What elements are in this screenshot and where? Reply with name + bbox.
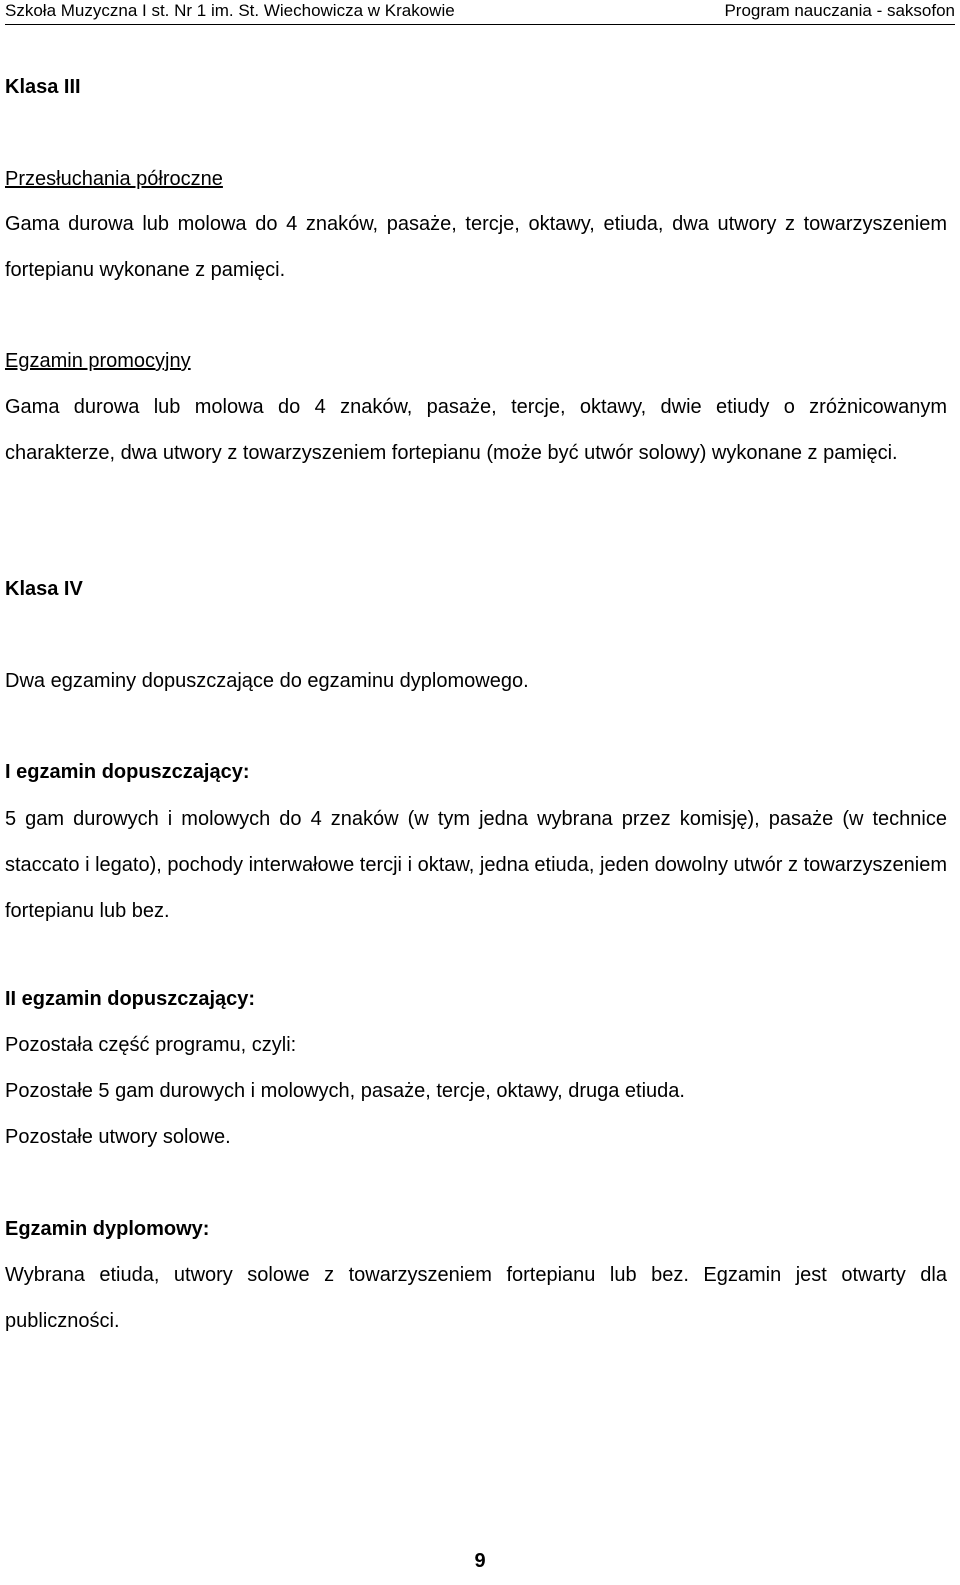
- second-exam-line-2: Pozostałe 5 gam durowych i molowych, pasaże, tercje, oktawy, druga etiuda.: [5, 1080, 685, 1102]
- promocyjny-heading: Egzamin promocyjny: [5, 350, 191, 372]
- second-exam-line-3: Pozostałe utwory solowe.: [5, 1126, 231, 1148]
- klasa-4-intro: Dwa egzaminy dopuszczające do egzaminu dyplomowego.: [5, 670, 529, 692]
- diploma-exam-heading: Egzamin dyplomowy:: [5, 1218, 210, 1240]
- first-exam-heading: I egzamin dopuszczający:: [5, 761, 250, 783]
- klasa-4-title: Klasa IV: [5, 578, 83, 600]
- page-number: 9: [474, 1550, 486, 1572]
- polroczne-text: Gama durowa lub molowa do 4 znaków, pasaże, tercje, oktawy, etiuda, dwa utwory z towarzyszeniem fortepianu wykonane z pamięci.: [5, 213, 947, 281]
- diploma-exam-text: Wybrana etiuda, utwory solowe z towarzyszeniem fortepianu lub bez. Egzamin jest otwarty dla publiczności.: [5, 1264, 947, 1332]
- first-exam-text: 5 gam durowych i molowych do 4 znaków (w tym jedna wybrana przez komisję), pasaże (w technice staccato i legato), pochody interwałowe tercji i oktaw, jedna etiuda, jeden dowolny utwór z towarzyszeniem fortepianu lub bez.: [5, 808, 947, 922]
- page-header: [5, 0, 955, 25]
- promocyjny-text: Gama durowa lub molowa do 4 znaków, pasaże, tercje, oktawy, dwie etiudy o zróżnicowanym charakterze, dwa utwory z towarzyszeniem fortepianu (może być utwór solowy) wykonane z pamięci.: [5, 396, 947, 464]
- header-program-title: Program nauczania - saksofon: [724, 1, 955, 20]
- polroczne-heading: Przesłuchania półroczne: [5, 168, 223, 190]
- klasa-3-title: Klasa III: [5, 76, 81, 98]
- second-exam-heading: II egzamin dopuszczający:: [5, 988, 256, 1010]
- header-school-name: Szkoła Muzyczna I st. Nr 1 im. St. Wiechowicza w Krakowie: [5, 1, 455, 20]
- second-exam-line-1: Pozostała część programu, czyli:: [5, 1034, 297, 1056]
